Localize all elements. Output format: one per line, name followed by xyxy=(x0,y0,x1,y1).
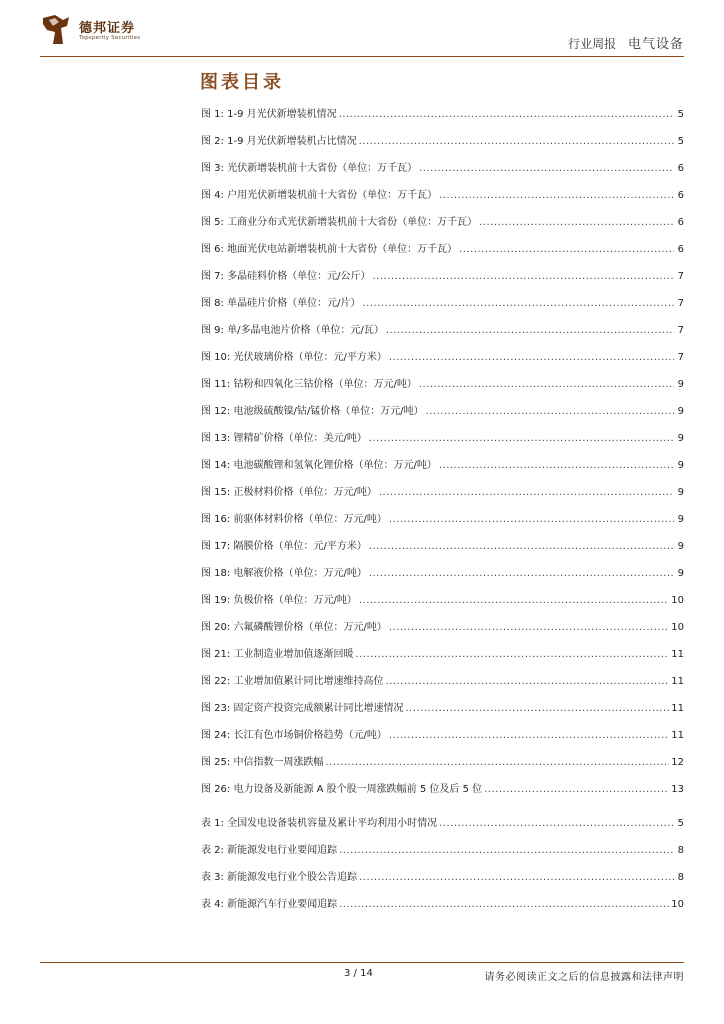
dot-leader xyxy=(339,844,674,858)
entry-label: 图 10: xyxy=(201,352,231,363)
entry-page-number: 9 xyxy=(677,379,684,390)
dot-leader xyxy=(389,621,669,635)
entry-label: 图 18: xyxy=(201,568,231,579)
entry-page-number: 9 xyxy=(677,460,684,471)
entry-page-number: 5 xyxy=(677,136,684,147)
entry-label: 图 4: xyxy=(201,190,224,201)
entry-label: 表 3: xyxy=(201,872,224,883)
report-type xyxy=(568,33,684,52)
entry-title: 正极材料价格（单位：万元/吨） xyxy=(233,487,377,498)
entry-page-number: 11 xyxy=(671,730,684,741)
entry-title: 1-9 月光伏新增装机占比情况 xyxy=(227,136,357,147)
dot-leader xyxy=(439,459,674,473)
figure-toc-entry[interactable] xyxy=(201,756,684,770)
dot-leader xyxy=(369,540,674,554)
entry-label: 图 26: xyxy=(201,784,231,795)
figure-toc-entry[interactable] xyxy=(201,459,684,473)
entry-title: 负极价格（单位：万元/吨） xyxy=(233,595,357,606)
entry-page-number: 9 xyxy=(677,433,684,444)
dot-leader xyxy=(479,216,674,230)
entry-label: 图 17: xyxy=(201,541,231,552)
dot-leader xyxy=(439,817,674,831)
entry-page-number: 13 xyxy=(671,784,684,795)
toc-title: 图表目录 xyxy=(200,72,284,93)
entry-title: 六氟磷酸锂价格（单位：万元/吨） xyxy=(233,622,387,633)
entry-label: 图 11: xyxy=(201,379,231,390)
entry-label: 图 8: xyxy=(201,298,224,309)
dot-leader xyxy=(405,702,669,716)
entry-label: 图 12: xyxy=(201,406,231,417)
dot-leader xyxy=(385,675,669,689)
dot-leader xyxy=(439,189,674,203)
table-toc-entry[interactable] xyxy=(201,844,684,858)
dot-leader xyxy=(484,783,669,797)
figure-toc-entry[interactable] xyxy=(201,108,684,122)
figure-toc-entry[interactable] xyxy=(201,378,684,392)
entry-page-number: 8 xyxy=(677,872,684,883)
entry-label: 表 2: xyxy=(201,845,224,856)
entry-label: 图 13: xyxy=(201,433,231,444)
dot-leader xyxy=(359,594,669,608)
dot-leader xyxy=(386,324,674,338)
figure-toc-entry[interactable] xyxy=(201,648,684,662)
entry-label: 图 14: xyxy=(201,460,231,471)
entry-title: 新能源发电行业个股公告追踪 xyxy=(227,872,358,883)
entry-page-number: 8 xyxy=(677,845,684,856)
figure-toc-entry[interactable] xyxy=(201,702,684,716)
figure-toc-entry[interactable] xyxy=(201,540,684,554)
report-category: 行业周报 xyxy=(568,37,617,51)
dot-leader xyxy=(369,567,674,581)
table-toc-entry[interactable] xyxy=(201,871,684,885)
page-header xyxy=(0,0,724,60)
entry-page-number: 9 xyxy=(677,406,684,417)
dot-leader xyxy=(359,871,674,885)
entry-page-number: 6 xyxy=(677,217,684,228)
entry-page-number: 9 xyxy=(677,514,684,525)
entry-title: 电力设备及新能源 A 股个股一周涨跌幅前 5 位及后 5 位 xyxy=(233,784,483,795)
figure-toc-entry[interactable] xyxy=(201,351,684,365)
entry-title: 长江有色市场铜价格趋势（元/吨） xyxy=(233,730,387,741)
figure-toc-entry[interactable] xyxy=(201,486,684,500)
dot-leader xyxy=(339,898,669,912)
figure-toc-entry[interactable] xyxy=(201,783,684,797)
entry-label: 图 15: xyxy=(201,487,231,498)
dot-leader xyxy=(369,432,674,446)
entry-page-number: 5 xyxy=(677,109,684,120)
page-indicator: 3 / 14 xyxy=(344,968,373,979)
entry-label: 图 22: xyxy=(201,676,231,687)
entry-page-number: 10 xyxy=(671,622,684,633)
entry-title: 单/多晶电池片价格（单位：元/瓦） xyxy=(227,325,384,336)
entry-page-number: 12 xyxy=(671,757,684,768)
entry-page-number: 9 xyxy=(677,487,684,498)
company-logo xyxy=(41,14,201,50)
figure-toc-entry[interactable] xyxy=(201,594,684,608)
figure-toc-entry[interactable] xyxy=(201,513,684,527)
entry-page-number: 7 xyxy=(677,298,684,309)
entry-title: 固定资产投资完成额累计同比增速情况 xyxy=(233,703,404,714)
dot-leader xyxy=(459,243,674,257)
figure-toc-entry[interactable] xyxy=(201,297,684,311)
logo-mark-icon xyxy=(41,14,71,46)
figure-toc-entry[interactable] xyxy=(201,243,684,257)
dot-leader xyxy=(325,756,669,770)
dot-leader xyxy=(362,297,674,311)
report-sector: 电气设备 xyxy=(627,37,684,52)
entry-title: 新能源汽车行业要闻追踪 xyxy=(227,899,338,910)
entry-title: 光伏玻璃价格（单位：元/平方米） xyxy=(233,352,387,363)
entry-title: 电解液价格（单位：万元/吨） xyxy=(233,568,367,579)
entry-title: 全国发电设备装机容量及累计平均利用小时情况 xyxy=(227,818,438,829)
entry-title: 工业制造业增加值逐渐回暖 xyxy=(233,649,354,660)
entry-title: 多晶硅料价格（单位：元/公斤） xyxy=(227,271,371,282)
dot-leader xyxy=(419,378,674,392)
figure-toc-entry[interactable] xyxy=(201,270,684,284)
entry-title: 电池级硫酸镍/钴/锰价格（单位：万元/吨） xyxy=(233,406,424,417)
entry-label: 图 9: xyxy=(201,325,224,336)
dot-leader xyxy=(355,648,669,662)
figure-toc-entry[interactable] xyxy=(201,621,684,635)
entry-title: 隔膜价格（单位：元/平方米） xyxy=(233,541,367,552)
figure-toc-entry[interactable] xyxy=(201,729,684,743)
entry-title: 中信指数一周涨跌幅 xyxy=(233,757,324,768)
entry-title: 前驱体材料价格（单位：万元/吨） xyxy=(233,514,387,525)
entry-page-number: 7 xyxy=(677,352,684,363)
entry-label: 图 1: xyxy=(201,109,224,120)
entry-title: 地面光伏电站新增装机前十大省份（单位：万千瓦） xyxy=(227,244,458,255)
dot-leader xyxy=(372,270,674,284)
entry-label: 图 2: xyxy=(201,136,224,147)
entry-page-number: 9 xyxy=(677,541,684,552)
entry-title: 电池碳酸锂和氢氧化锂价格（单位：万元/吨） xyxy=(233,460,437,471)
entry-title: 工商业分布式光伏新增装机前十大省份（单位：万千瓦） xyxy=(227,217,478,228)
dot-leader xyxy=(359,135,674,149)
logo-chinese-name: 德邦证券 xyxy=(79,21,136,36)
figure-toc-entry[interactable] xyxy=(201,135,684,149)
entry-title: 钴粉和四氧化三钴价格（单位：万元/吨） xyxy=(233,379,417,390)
entry-page-number: 10 xyxy=(671,899,684,910)
entry-label: 图 16: xyxy=(201,514,231,525)
entry-title: 单晶硅片价格（单位：元/片） xyxy=(227,298,361,309)
table-toc-entry[interactable] xyxy=(201,898,684,912)
entry-label: 图 7: xyxy=(201,271,224,282)
entry-page-number: 7 xyxy=(677,271,684,282)
entry-page-number: 11 xyxy=(671,649,684,660)
entry-title: 新能源发电行业要闻追踪 xyxy=(227,845,338,856)
dot-leader xyxy=(389,351,674,365)
entry-label: 图 20: xyxy=(201,622,231,633)
dot-leader xyxy=(426,405,674,419)
dot-leader xyxy=(389,513,674,527)
entry-label: 图 23: xyxy=(201,703,231,714)
figure-toc-entry[interactable] xyxy=(201,675,684,689)
entry-label: 表 1: xyxy=(201,818,224,829)
entry-label: 图 3: xyxy=(201,163,224,174)
entry-page-number: 5 xyxy=(677,818,684,829)
entry-label: 表 4: xyxy=(201,899,224,910)
entry-page-number: 11 xyxy=(671,676,684,687)
entry-label: 图 5: xyxy=(201,217,224,228)
figure-toc-entry[interactable] xyxy=(201,405,684,419)
entry-title: 户用光伏新增装机前十大省份（单位：万千瓦） xyxy=(227,190,438,201)
entry-page-number: 9 xyxy=(677,568,684,579)
logo-english-name: Topsperity Securities xyxy=(79,35,141,41)
dot-leader xyxy=(419,162,674,176)
entry-page-number: 6 xyxy=(677,244,684,255)
entry-title: 光伏新增装机前十大省份（单位：万千瓦） xyxy=(227,163,418,174)
entry-title: 1-9 月光伏新增装机情况 xyxy=(227,109,337,120)
figure-toc-entry[interactable] xyxy=(201,216,684,230)
entry-page-number: 11 xyxy=(671,703,684,714)
entry-label: 图 6: xyxy=(201,244,224,255)
footer-divider xyxy=(40,962,684,963)
legal-disclaimer: 请务必阅读正文之后的信息披露和法律声明 xyxy=(484,972,684,983)
figure-toc-entry[interactable] xyxy=(201,189,684,203)
figure-toc-entry[interactable] xyxy=(201,162,684,176)
entry-label: 图 21: xyxy=(201,649,231,660)
entry-label: 图 19: xyxy=(201,595,231,606)
figure-toc-entry[interactable] xyxy=(201,432,684,446)
entry-title: 锂精矿价格（单位：美元/吨） xyxy=(233,433,367,444)
entry-page-number: 7 xyxy=(677,325,684,336)
entry-title: 工业增加值累计同比增速维持高位 xyxy=(233,676,384,687)
entry-page-number: 6 xyxy=(677,190,684,201)
entry-page-number: 10 xyxy=(671,595,684,606)
dot-leader xyxy=(379,486,674,500)
entry-label: 图 24: xyxy=(201,730,231,741)
entry-label: 图 25: xyxy=(201,757,231,768)
entry-page-number: 6 xyxy=(677,163,684,174)
header-divider xyxy=(40,56,684,57)
table-toc-entry[interactable] xyxy=(201,817,684,831)
figure-toc-entry[interactable] xyxy=(201,324,684,338)
dot-leader xyxy=(389,729,669,743)
dot-leader xyxy=(339,108,674,122)
figure-toc-entry[interactable] xyxy=(201,567,684,581)
